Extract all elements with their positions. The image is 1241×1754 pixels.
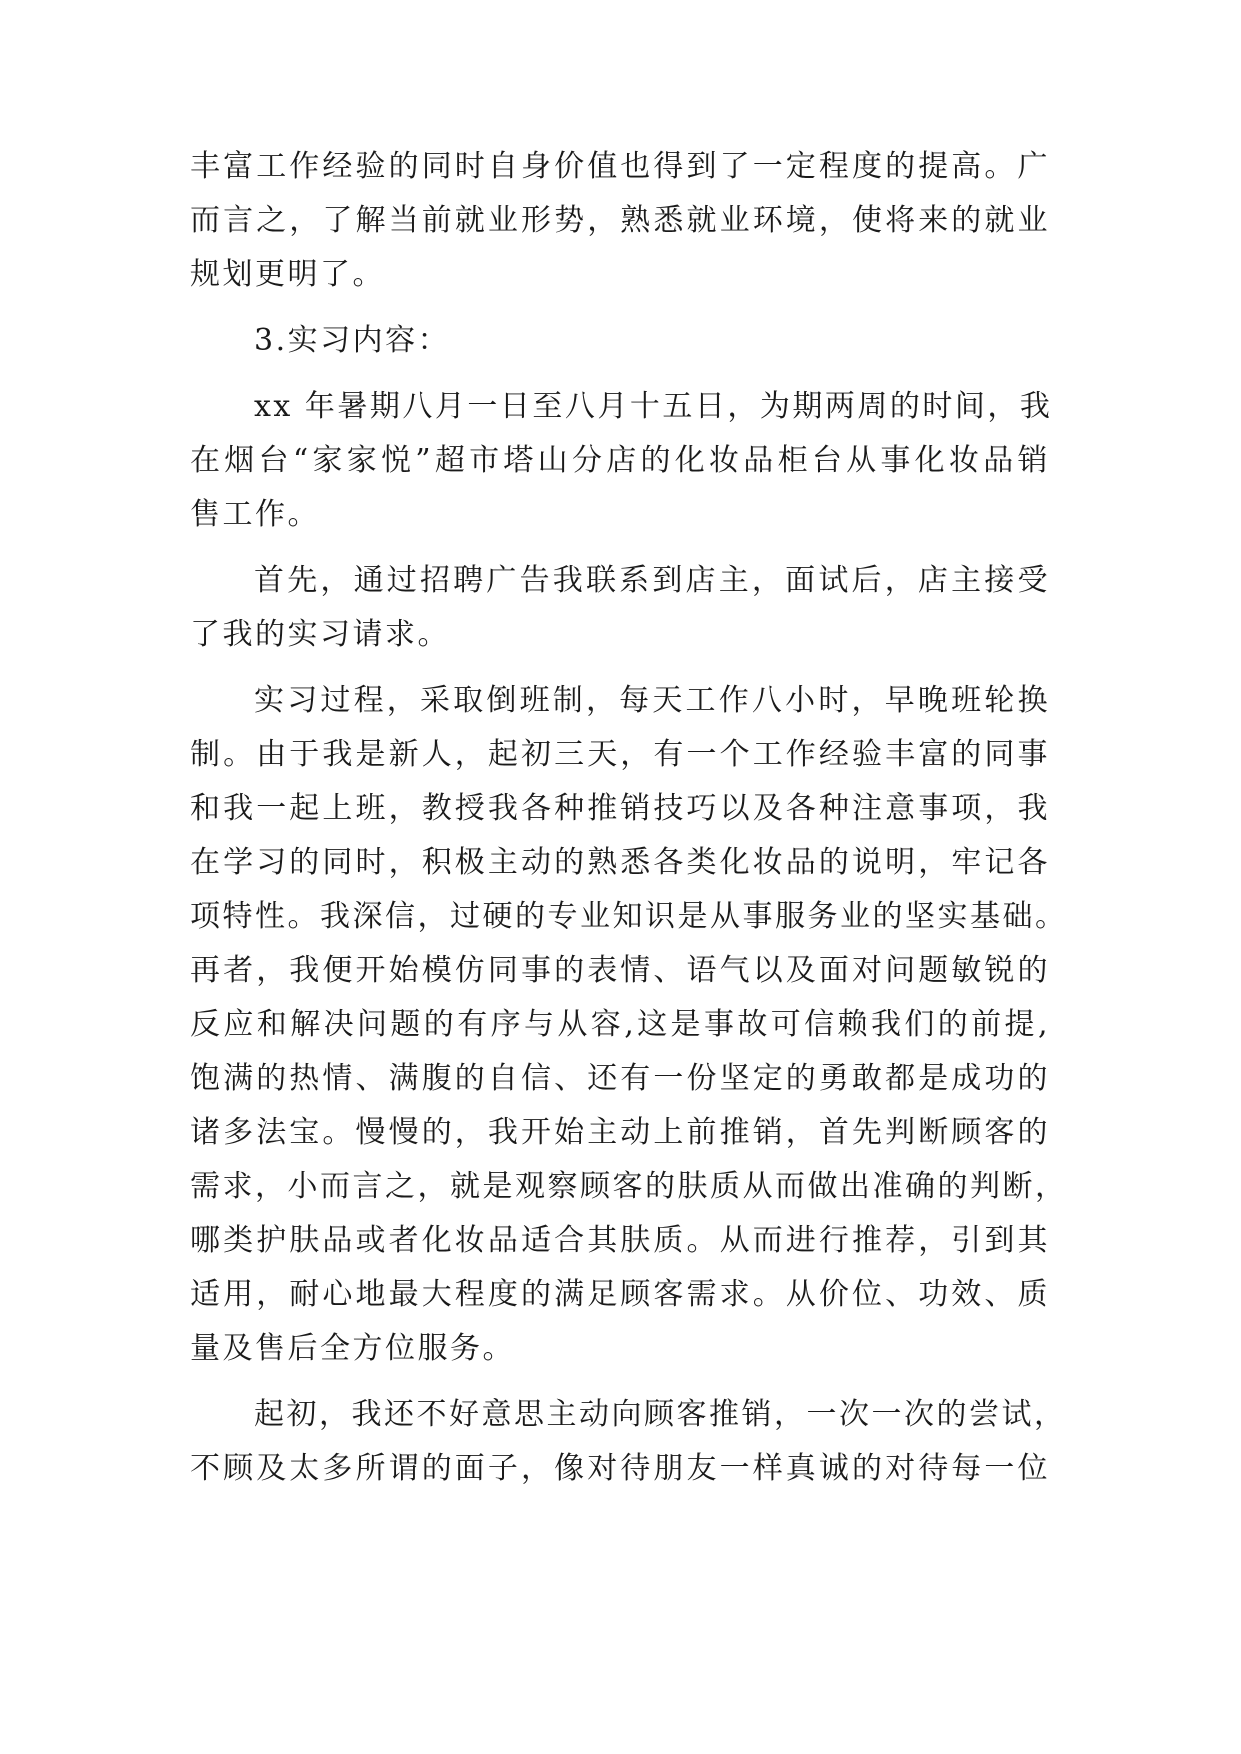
paragraph-2	[190, 380, 1053, 542]
text-line: 首先，通过招聘广告我联系到店主，面试后，店主接受	[254, 563, 1050, 598]
document-body	[190, 140, 1068, 1496]
paragraph-3	[190, 554, 1050, 662]
text-line: 在学习的同时，积极主动的熟悉各类化妆品的说明，牢记各	[190, 845, 1050, 880]
paragraph-5	[190, 1388, 1067, 1496]
text-line: 起初，我还不好意思主动向顾客推销，一次一次的尝试，	[254, 1397, 1067, 1432]
text-line: 反应和解决问题的有序与从容,这是事故可信赖我们的前提,	[190, 1007, 1050, 1042]
text-line: 和我一起上班，教授我各种推销技巧以及各种注意事项，我	[190, 791, 1050, 826]
text-line: 在烟台“家家悦”超市塔山分店的化妆品柜台从事化妆品销	[190, 443, 1050, 478]
text-line: 饱满的热情、满腹的自信、还有一份坚定的勇敢都是成功的	[190, 1061, 1050, 1096]
text-line: 3.实习内容：	[254, 323, 451, 358]
text-line: 丰富工作经验的同时自身价值也得到了一定程度的提高。广	[190, 149, 1050, 184]
text-line: 制。由于我是新人，起初三天，有一个工作经验丰富的同事	[190, 737, 1050, 772]
text-line: 而言之，了解当前就业形势，熟悉就业环境，使将来的就业	[190, 203, 1050, 238]
paragraph-1	[190, 140, 1050, 302]
text-line: 哪类护肤品或者化妆品适合其肤质。从而进行推荐，引到其	[190, 1223, 1050, 1258]
text-line: 再者，我便开始模仿同事的表情、语气以及面对问题敏锐的	[190, 953, 1050, 988]
text-line: 项特性。我深信，过硬的专业知识是从事服务业的坚实基础。	[190, 899, 1068, 934]
text-line: xx 年暑期八月一日至八月十五日，为期两周的时间，我	[254, 389, 1053, 424]
text-line: 规划更明了。	[190, 257, 385, 292]
paragraph-4	[190, 674, 1068, 1376]
text-line: 适用，耐心地最大程度的满足顾客需求。从价位、功效、质	[190, 1277, 1050, 1312]
text-line: 实习过程，采取倒班制，每天工作八小时，早晚班轮换	[254, 683, 1050, 718]
text-line: 不顾及太多所谓的面子，像对待朋友一样真诚的对待每一位	[190, 1451, 1050, 1486]
text-line: 了我的实习请求。	[190, 617, 450, 652]
text-line: 量及售后全方位服务。	[190, 1331, 515, 1366]
section-heading	[190, 314, 1050, 368]
text-line: 售工作。	[190, 497, 320, 532]
text-line: 需求，小而言之，就是观察顾客的肤质从而做出准确的判断，	[190, 1169, 1068, 1204]
text-line: 诸多法宝。慢慢的，我开始主动上前推销，首先判断顾客的	[190, 1115, 1050, 1150]
